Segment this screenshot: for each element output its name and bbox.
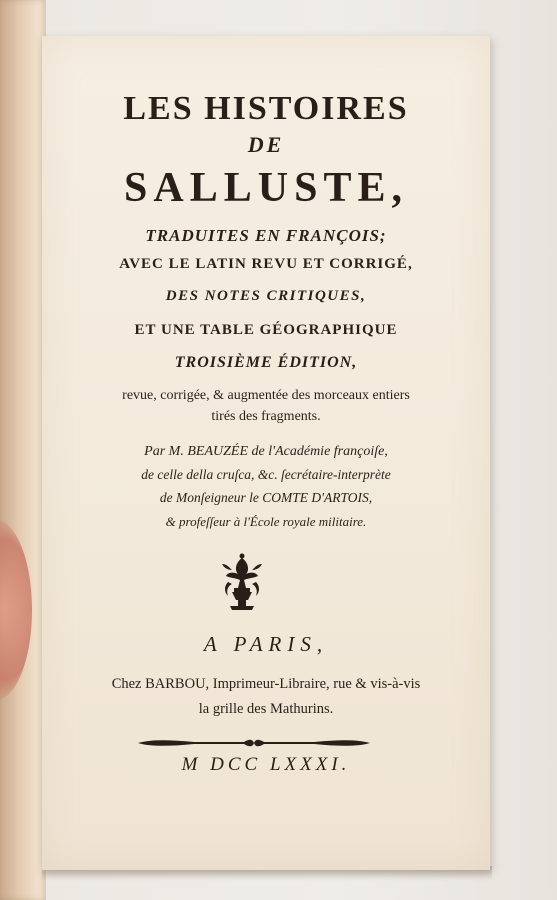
author-line-3: de Monſeigneur le COMTE D'ARTOIS, (159, 490, 373, 505)
book-spine-edge (0, 0, 46, 900)
title-page-text-block (42, 36, 490, 870)
author-line-4: & profeſſeur à l'École royale militaire. (165, 514, 367, 529)
printer-ornament-icon (214, 552, 270, 614)
edition-statement: TROISIÈME ÉDITION, (174, 354, 358, 371)
subtitle-translation: TRADUITES EN FRANÇOIS; (145, 226, 387, 245)
imprint-date: M DCC LXXXI. (181, 754, 351, 775)
imprint-city: A PARIS, (203, 632, 329, 656)
imprint-publisher-line-2: la grille des Mathurins. (198, 701, 334, 717)
title-page (42, 36, 490, 870)
subtitle-table: ET UNE TABLE GÉOGRAPHIQUE (134, 322, 398, 338)
title-line-3: SALLUSTE, (124, 165, 408, 211)
subtitle-notes: DES NOTES CRITIQUES, (165, 288, 367, 304)
author-line-2: de celle della cruſca, &c. ſecrétaire-interprète (141, 467, 391, 482)
author-line-1: Par M. BEAUZÉE de l'Académie françoiſe, (144, 444, 388, 459)
edition-note-line-1: revue, corrigée, & augmentée des morceaux entiers (122, 388, 410, 403)
edition-note-line-2: tirés des fragments. (211, 409, 321, 424)
subtitle-latin: AVEC LE LATIN REVU ET CORRIGÉ, (119, 256, 413, 272)
title-line-2: DE (247, 132, 285, 157)
decorative-rule (134, 736, 374, 750)
title-line-1: LES HISTOIRES (123, 90, 409, 127)
imprint-publisher-line-1: Chez BARBOU, Imprimeur-Libraire, rue & vis-à-vis (111, 676, 421, 692)
